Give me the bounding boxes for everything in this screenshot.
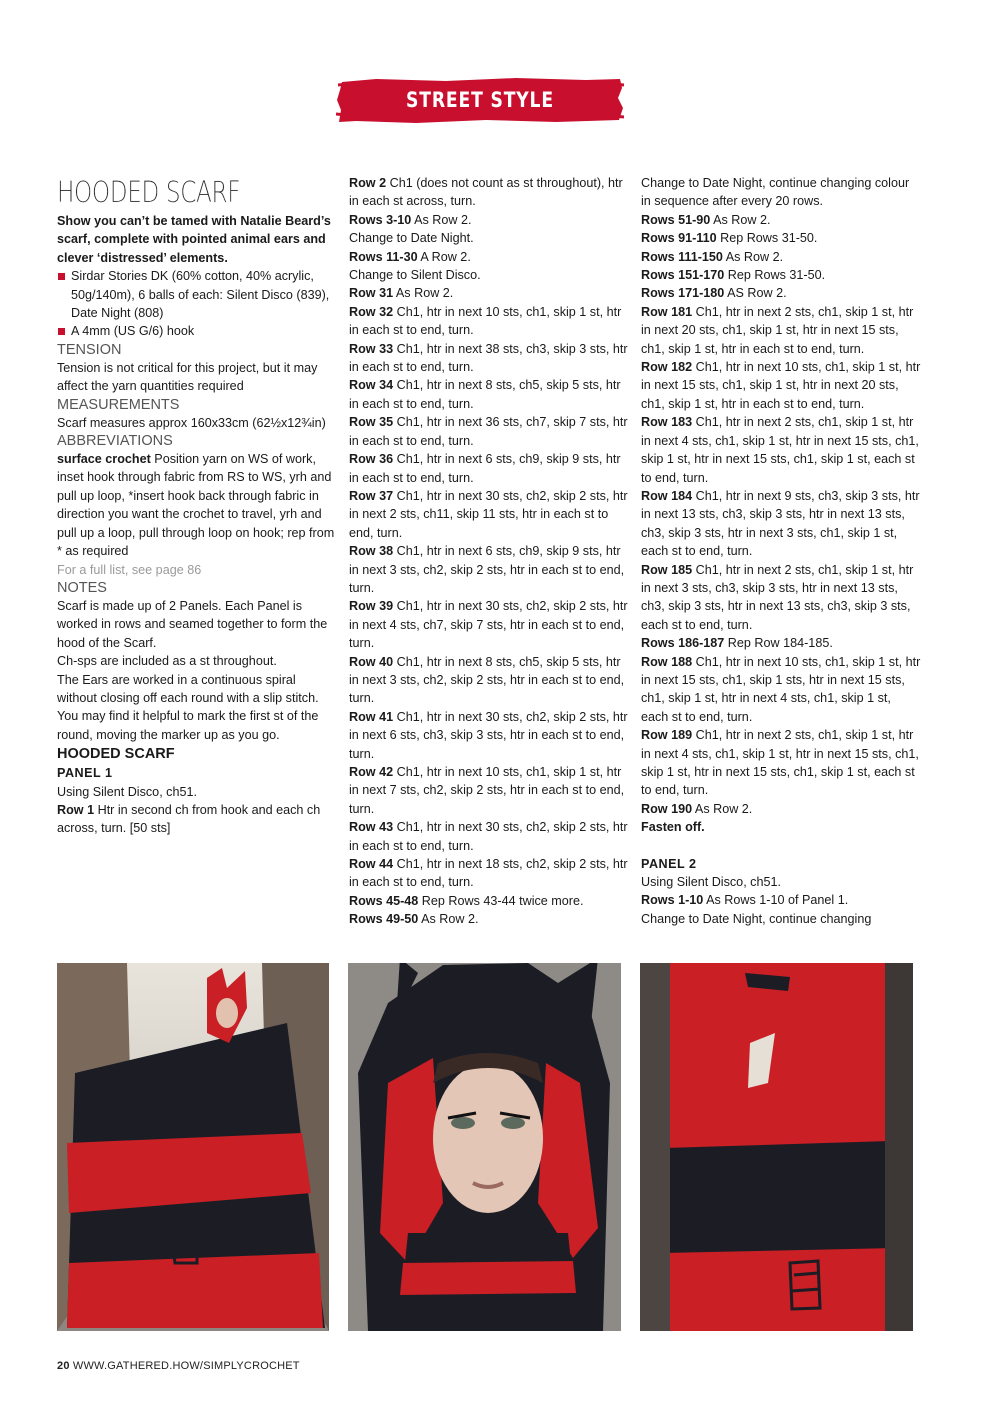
row-instruction — [641, 229, 921, 247]
row-instruction — [641, 211, 921, 229]
row-instruction — [349, 653, 629, 708]
column-2 — [349, 174, 629, 929]
row-instruction — [349, 174, 629, 211]
materials-list — [57, 267, 335, 341]
notes-heading: NOTES — [57, 579, 107, 596]
intro-text: Show you can’t be tamed with Natalie Beard’s scarf, complete with pointed animal ears and clever ‘distressed’ elements. — [57, 214, 331, 265]
row-label: Rows 171-180 — [641, 286, 725, 301]
row-label: Rows 91-110 — [641, 231, 717, 246]
row-instruction — [349, 303, 629, 340]
row-text: As Row 2. — [722, 249, 784, 264]
row-label: Row 183 — [641, 415, 693, 430]
row-text: Ch1, htr in next 10 sts, ch1, skip 1 st, htr in next 15 sts, ch1, skip 1 st, htr in next 20 sts, ch1, skip 1 st, htr in each st to end, turn. — [641, 360, 921, 411]
row-label: Row 1 — [57, 802, 95, 817]
row-label: Row 33 — [349, 341, 394, 356]
row-text: Ch1, htr in next 10 sts, ch1, skip 1 st, htr in each st to end, turn. — [349, 304, 622, 338]
row-instruction — [349, 910, 629, 928]
row-text: As Row 2. — [411, 212, 472, 227]
row-instruction — [349, 542, 629, 597]
row-text: Rep Rows 43-44 twice more. — [418, 893, 584, 908]
row-text: As Row 2. — [393, 286, 454, 301]
collection-banner — [336, 76, 624, 160]
row-label: Row 40 — [349, 654, 394, 669]
row-instruction — [641, 248, 921, 266]
photo-hood-portrait — [348, 963, 621, 1331]
row-label: Rows 45-48 — [349, 893, 419, 908]
row-instruction — [641, 358, 921, 413]
row-instruction — [349, 340, 629, 377]
column-3 — [641, 174, 921, 928]
row-instruction — [349, 855, 629, 892]
row-text: As Rows 1-10 of Panel 1. — [703, 893, 849, 908]
row-text: Htr in second ch from hook and each ch across, turn. [50 sts] — [57, 802, 321, 836]
row-instruction — [641, 726, 921, 800]
row-instruction — [349, 284, 629, 302]
row-text: Ch1, htr in next 2 sts, ch1, skip 1 st, htr in next 3 sts, ch3, skip 3 sts, htr in next 13 sts, ch3, skip 3 sts, htr in next 13 sts, ch3, skip 3 sts, each st to end, turn. — [641, 562, 914, 632]
row-label: Row 185 — [641, 562, 693, 577]
row-label: Rows 151-170 — [641, 268, 725, 283]
row-text: Ch1, htr in next 30 sts, ch2, skip 2 sts, htr in next 4 sts, ch7, skip 7 sts, htr in each st to end, turn. — [349, 599, 628, 651]
row-text: Ch1, htr in next 30 sts, ch2, skip 2 sts, htr in next 6 sts, ch3, skip 3 sts, htr in each st to end, turn. — [349, 709, 628, 761]
tension-heading: TENSION — [57, 341, 122, 358]
row-text: Ch1, htr in next 2 sts, ch1, skip 1 st, htr in next 20 sts, ch1, skip 1 st, htr in next 15 sts, ch1, skip 1 st, htr in each st to end, turn. — [641, 304, 914, 356]
row-text: A Row 2. — [417, 249, 471, 264]
row-label: Row 35 — [349, 415, 394, 430]
row-instruction — [57, 801, 335, 838]
row-label: Fasten off. — [641, 820, 705, 835]
row-instruction — [641, 891, 921, 909]
pattern-title: HOODED SCARF — [57, 175, 241, 209]
row-label: Row 39 — [349, 599, 394, 614]
row-text: Ch1, htr in next 18 sts, ch2, skip 2 sts, htr in each st to end, turn. — [349, 857, 628, 890]
row-instruction — [641, 284, 921, 302]
row-label: Row 190 — [641, 801, 693, 816]
page-number: 20 — [57, 1360, 70, 1372]
row-label: Row 31 — [349, 286, 394, 301]
row-text: As Row 2. — [418, 912, 479, 927]
banner-title: STREET STYLE COLLECTION — [406, 88, 554, 160]
row-instruction — [349, 892, 629, 910]
row-text: Change to Silent Disco. — [349, 268, 481, 283]
pattern-heading: HOODED SCARF — [57, 746, 175, 763]
abbreviations-heading: ABBREVIATIONS — [57, 433, 173, 450]
measurements-text: Scarf measures approx 160x33cm (62½x12¾in) — [57, 415, 326, 430]
row-text: Ch1, htr in next 2 sts, ch1, skip 1 st, htr in next 4 sts, ch1, skip 1 st, htr in next 15 sts, ch1, skip 1 st, htr in next 15 sts, ch1, skip 1 st, each st to end, turn. — [641, 415, 919, 485]
row-instruction — [349, 450, 629, 487]
notes-line: The Ears are worked in a continuous spiral without closing off each round with a slip stitch. You may find it helpful to mark the first st of the round, moving the marker up as you go. — [57, 672, 319, 742]
row-text: Ch1, htr in next 30 sts, ch2, skip 2 sts, htr in each st to end, turn. — [349, 820, 628, 853]
row-label: Row 36 — [349, 452, 394, 467]
column-1 — [57, 174, 335, 838]
notes-line: Scarf is made up of 2 Panels. Each Panel is worked in rows and seamed together to form the hood of the Scarf. — [57, 598, 328, 650]
row-instruction — [641, 818, 921, 836]
row-text: Change to Date Night, continue changing — [641, 911, 872, 926]
row-text: AS Row 2. — [724, 286, 787, 301]
row-instruction — [641, 413, 921, 487]
row-label: Row 184 — [641, 488, 693, 503]
tension-text: Tension is not critical for this project, but it may affect the yarn quantities required — [57, 360, 318, 394]
panel-1-heading: PANEL 1 — [57, 766, 113, 781]
row-label: Row 41 — [349, 709, 394, 724]
row-text: Ch1 (does not count as st throughout), htr in each st across, turn. — [349, 176, 623, 209]
spacer — [641, 837, 921, 855]
row-instruction — [349, 818, 629, 855]
row-label: Row 2 — [349, 176, 387, 190]
row-instruction — [641, 174, 921, 211]
row-instruction — [349, 708, 629, 763]
row-text: Using Silent Disco, ch51. — [641, 875, 781, 890]
photo-alley-scarf — [57, 963, 329, 1331]
abbreviation-entry — [57, 450, 335, 560]
row-text: Change to Date Night, continue changing colour in sequence after every 20 rows. — [641, 176, 910, 209]
row-instruction — [641, 634, 921, 652]
row-label: Rows 3-10 — [349, 212, 412, 227]
row-label: Row 43 — [349, 820, 394, 835]
row-text: Ch1, htr in next 38 sts, ch3, skip 3 sts, htr in each st to end, turn. — [349, 341, 628, 375]
row-label: Row 37 — [349, 488, 394, 503]
page-footer — [57, 1360, 300, 1372]
row-label: Row 181 — [641, 304, 693, 319]
measurements-heading: MEASUREMENTS — [57, 396, 180, 413]
row-instruction — [349, 211, 629, 229]
row-instruction — [349, 413, 629, 450]
row-label: Row 188 — [641, 654, 693, 669]
abbreviation-definition: Position yarn on WS of work, inset hook through fabric from RS to WS, yrh and pull up loop, *insert hook back through fabric in direction you want the crochet to travel, yrh and pull up a loop, pull through loop on hook; rep from * as required — [57, 452, 335, 559]
photo-scarf-closeup — [640, 963, 913, 1331]
row-text: Rep Rows 31-50. — [716, 231, 818, 246]
row-instruction — [641, 873, 921, 891]
abbreviation-term: surface crochet — [57, 452, 151, 467]
row-text: As Row 2. — [710, 212, 771, 227]
panel-2-heading: PANEL 2 — [641, 856, 697, 871]
row-label: Rows 1-10 — [641, 893, 704, 908]
materials-item: Sirdar Stories DK (60% cotton, 40% acrylic, 50g/140m), 6 balls of each: Silent Disco (839), Date Night (808) — [57, 267, 335, 322]
row-instruction — [641, 266, 921, 284]
row-label: Rows 111-150 — [641, 249, 723, 264]
panel-1-start: Using Silent Disco, ch51. — [57, 784, 197, 799]
row-label: Rows 11-30 — [349, 249, 418, 264]
row-label: Row 34 — [349, 378, 394, 393]
row-text: Ch1, htr in next 9 sts, ch3, skip 3 sts, htr in next 13 sts, ch3, skip 3 sts, htr in next 13 sts, ch3, skip 3 sts, htr in next 3 sts, ch1, skip 1 st, each st to end, turn. — [641, 488, 920, 559]
row-label: Row 182 — [641, 360, 693, 375]
row-instruction — [641, 561, 921, 635]
row-instruction — [641, 800, 921, 818]
row-text: Ch1, htr in next 10 sts, ch1, skip 1 st, htr in next 15 sts, ch1, skip 1 sts, htr in next 15 sts, ch1, skip 1 st, htr in next 4 sts, ch1, skip 1 st, each st to end, turn. — [641, 654, 921, 724]
row-label: Row 38 — [349, 544, 394, 559]
row-text: Ch1, htr in next 6 sts, ch9, skip 9 sts, htr in next 3 sts, ch2, skip 2 sts, htr in each st to end, turn. — [349, 544, 625, 595]
row-label: Row 32 — [349, 304, 394, 319]
row-instruction — [641, 487, 921, 561]
row-label: Row 189 — [641, 728, 693, 743]
row-text: Rep Rows 31-50. — [724, 268, 826, 283]
row-text: Change to Date Night. — [349, 231, 474, 246]
row-instruction — [349, 487, 629, 542]
row-instruction — [349, 229, 629, 247]
row-label: Row 42 — [349, 765, 394, 779]
row-instruction — [349, 266, 629, 284]
materials-item: A 4mm (US G/6) hook — [57, 322, 335, 340]
abbreviations-note: For a full list, see page 86 — [57, 562, 202, 577]
row-instruction — [349, 763, 629, 818]
row-text: Ch1, htr in next 2 sts, ch1, skip 1 st, htr in next 4 sts, ch1, skip 1 st, htr in next 15 sts, ch1, skip 1 st, htr in next 15 sts, ch1, skip 1 st, each st to end, turn. — [641, 728, 919, 798]
row-label: Rows 51-90 — [641, 212, 711, 227]
row-instruction — [349, 248, 629, 266]
row-text: Ch1, htr in next 8 sts, ch5, skip 5 sts, htr in each st to end, turn. — [349, 378, 621, 411]
row-instruction — [641, 910, 921, 928]
notes-line: Ch-sps are included as a st throughout. — [57, 654, 277, 669]
row-text: Ch1, htr in next 36 sts, ch7, skip 7 sts, htr in each st to end, turn. — [349, 415, 628, 448]
row-text: Rep Row 184-185. — [724, 636, 833, 651]
row-label: Rows 49-50 — [349, 912, 419, 927]
row-instruction — [349, 376, 629, 413]
row-instruction — [641, 653, 921, 727]
row-text: As Row 2. — [692, 801, 753, 816]
row-text: Ch1, htr in next 6 sts, ch9, skip 9 sts, htr in each st to end, turn. — [349, 452, 621, 485]
row-text: Ch1, htr in next 10 sts, ch1, skip 1 st, htr in next 7 sts, ch2, skip 2 sts, htr in each st to end, turn. — [349, 765, 625, 816]
row-label: Rows 186-187 — [641, 636, 725, 651]
row-instruction — [641, 303, 921, 358]
row-instruction — [349, 597, 629, 652]
row-text: Ch1, htr in next 30 sts, ch2, skip 2 sts, htr in next 2 sts, ch11, skip 11 sts, htr in each st to end, turn. — [349, 488, 628, 540]
row-text: Ch1, htr in next 8 sts, ch5, skip 5 sts, htr in next 3 sts, ch2, skip 2 sts, htr in each st to end, turn. — [349, 654, 625, 706]
row-label: Row 44 — [349, 857, 394, 872]
footer-url: WWW.GATHERED.HOW/SIMPLYCROCHET — [69, 1360, 300, 1372]
